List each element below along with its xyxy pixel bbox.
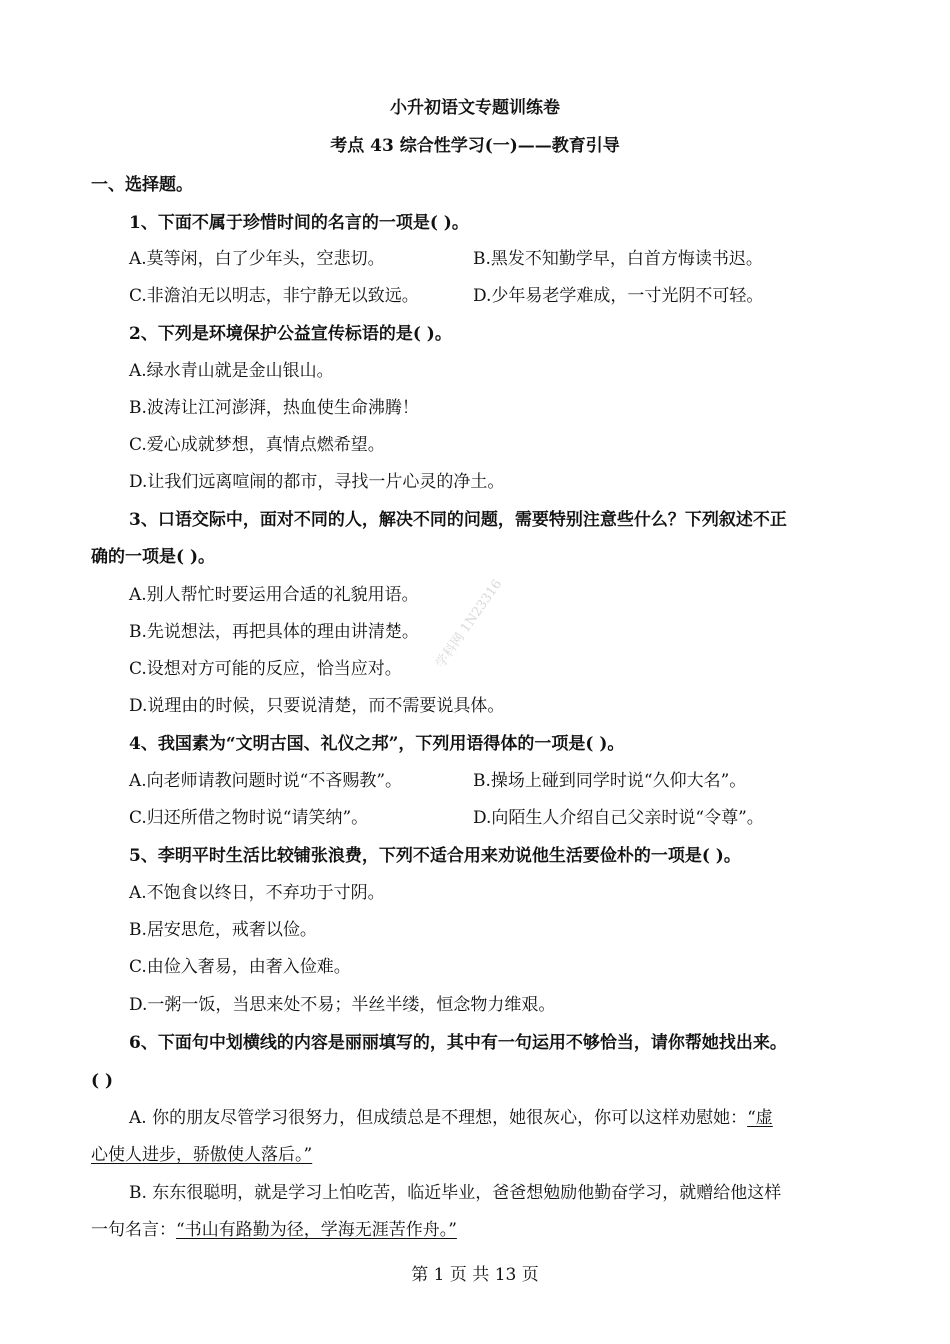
page-subtitle: 考点 43 综合性学习(一)——教育引导	[330, 136, 620, 156]
question-6-option-a-text: A. 你的朋友尽管学习很努力，但成绩总是不理想，她很灰心，你可以这样劝慰她：	[129, 1108, 748, 1128]
question-3-option-c: C.设想对方可能的反应，恰当应对。	[129, 659, 402, 679]
question-3-option-d: D.说理由的时候，只要说清楚，而不需要说具体。	[129, 696, 505, 716]
question-4-option-c: C.归还所借之物时说“请笑纳”。	[129, 808, 369, 828]
question-2-option-d: D.让我们远离喧闹的都市，寻找一片心灵的净土。	[129, 472, 505, 492]
section-heading: 一、选择题。	[91, 175, 193, 195]
page-number: 第 1 页 共 13 页	[411, 1265, 539, 1285]
question-1-option-c: C.非澹泊无以明志，非宁静无以致远。	[129, 286, 419, 306]
question-2-stem: 2、下列是环境保护公益宣传标语的是( )。	[129, 324, 452, 344]
watermark: 学科网 1N23316	[433, 576, 506, 671]
question-6-option-b-underline: “书山有路勤为径，学海无涯苦作舟。”	[176, 1220, 457, 1240]
page-title: 小升初语文专题训练卷	[390, 98, 560, 118]
question-6-stem-line1: 6、下面句中划横线的内容是丽丽填写的，其中有一句运用不够恰当，请你帮她找出来。	[129, 1033, 787, 1053]
question-1-option-a: A.莫等闲，白了少年头，空悲切。	[129, 249, 385, 269]
question-5-stem: 5、李明平时生活比较铺张浪费，下列不适合用来劝说他生活要俭朴的一项是( )。	[129, 846, 741, 866]
question-4-option-a: A.向老师请教问题时说“不吝赐教”。	[129, 771, 403, 791]
question-6-option-a-underline-end: 心使人进步，骄傲使人落后。”	[91, 1145, 313, 1165]
question-6-stem-line2: ( )	[91, 1071, 114, 1091]
question-2-option-c: C.爱心成就梦想，真情点燃希望。	[129, 435, 385, 455]
question-1-stem: 1、下面不属于珍惜时间的名言的一项是( )。	[129, 213, 469, 233]
question-3-option-b: B.先说想法，再把具体的理由讲清楚。	[129, 622, 419, 642]
question-1-option-b: B.黑发不知勤学早，白首方悔读书迟。	[473, 249, 763, 269]
question-2-option-b: B.波涛让江河澎湃，热血使生命沸腾！	[129, 398, 419, 418]
question-6-option-b-line1: B. 东东很聪明，就是学习上怕吃苦，临近毕业，爸爸想勉励他勤奋学习，就赠给他这样	[129, 1183, 782, 1203]
question-1-option-d: D.少年易老学难成，一寸光阴不可轻。	[473, 286, 764, 306]
question-4-stem: 4、我国素为“文明古国、礼仪之邦”，下列用语得体的一项是( )。	[129, 734, 625, 754]
question-2-option-a: A.绿水青山就是金山银山。	[129, 361, 334, 381]
question-6-option-a-line1	[129, 1106, 773, 1130]
question-6-option-a-underline-start: “虚	[747, 1108, 773, 1128]
question-4-option-b: B.操场上碰到同学时说“久仰大名”。	[473, 771, 747, 791]
question-4-option-d: D.向陌生人介绍自己父亲时说“令尊”。	[473, 808, 764, 828]
question-5-option-c: C.由俭入奢易，由奢入俭难。	[129, 957, 351, 977]
question-5-option-a: A.不饱食以终日，不弃功于寸阴。	[129, 883, 385, 903]
question-6-option-b-line2	[91, 1218, 457, 1242]
question-3-option-a: A.别人帮忙时要运用合适的礼貌用语。	[129, 585, 419, 605]
question-5-option-d: D.一粥一饭，当思来处不易；半丝半缕，恒念物力维艰。	[129, 995, 556, 1015]
question-3-stem-line2: 确的一项是( )。	[91, 547, 216, 567]
question-3-stem-line1: 3、口语交际中，面对不同的人，解决不同的问题，需要特别注意些什么？下列叙述不正	[129, 510, 787, 530]
question-5-option-b: B.居安思危，戒奢以俭。	[129, 920, 317, 940]
question-6-option-b-prefix: 一句名言：	[91, 1220, 176, 1240]
